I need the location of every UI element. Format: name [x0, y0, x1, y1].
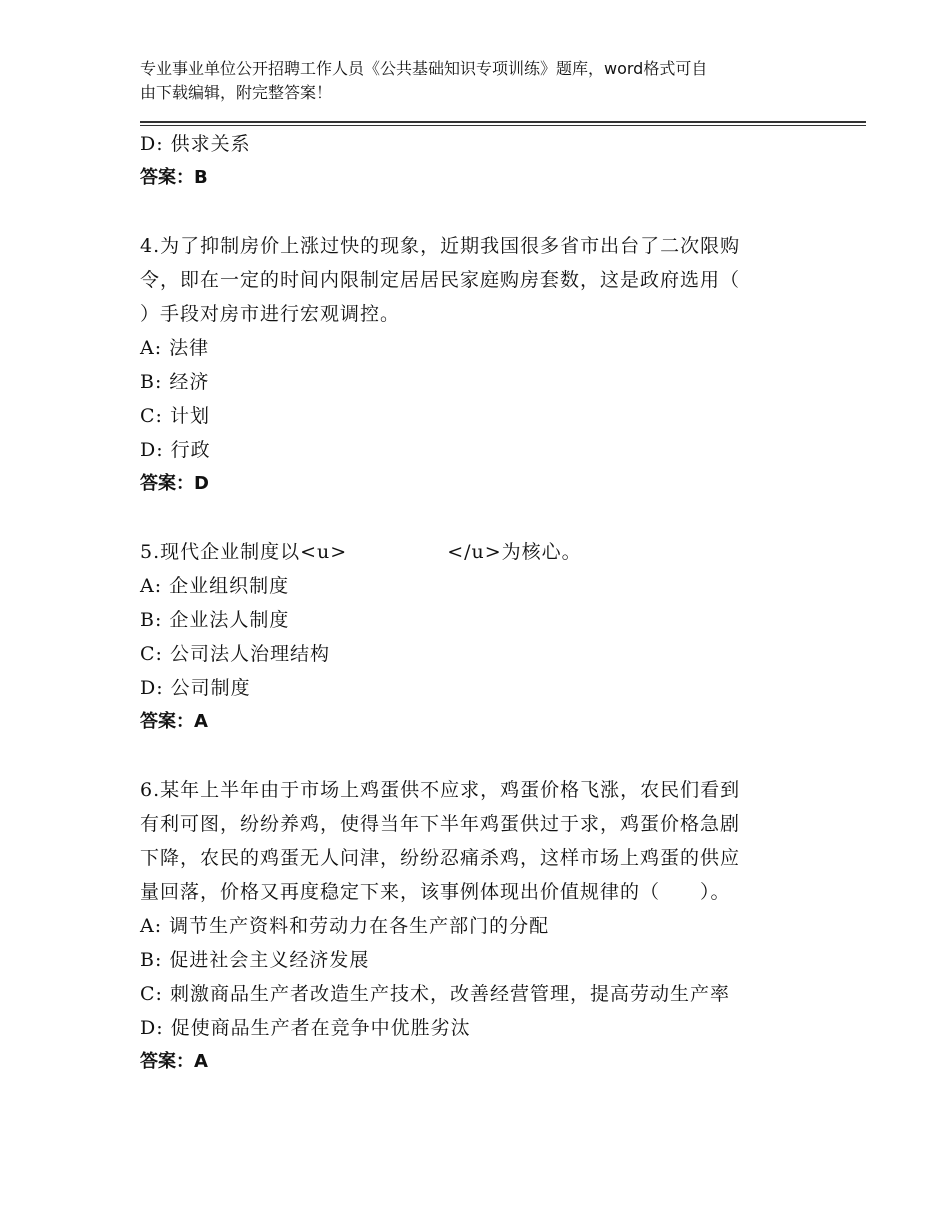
- answer-line: 答案：B: [140, 167, 208, 188]
- option-a: A: 调节生产资料和劳动力在各生产部门的分配: [140, 915, 550, 937]
- option-d: D: 供求关系: [140, 133, 251, 155]
- option-b: B: 促进社会主义经济发展: [140, 949, 370, 971]
- question-content: [140, 127, 800, 1079]
- answer-line: 答案：D: [140, 473, 209, 494]
- question-5: [140, 535, 800, 739]
- option-b: B: 企业法人制度: [140, 609, 290, 631]
- question-stem-line: 6.某年上半年由于市场上鸡蛋供不应求，鸡蛋价格飞涨，农民们看到: [140, 779, 741, 801]
- question-4: [140, 229, 800, 501]
- page-header: [140, 57, 820, 105]
- option-c: C: 计划: [140, 405, 210, 427]
- question-stem-line: 下降，农民的鸡蛋无人问津，纷纷忍痛杀鸡，这样市场上鸡蛋的供应: [140, 847, 741, 869]
- header-line-1: 专业事业单位公开招聘工作人员《公共基础知识专项训练》题库，word格式可自: [140, 59, 708, 78]
- option-c: C: 公司法人治理结构: [140, 643, 330, 665]
- spacer: [140, 195, 800, 229]
- question-stem-line: 令，即在一定的时间内限制定居居民家庭购房套数，这是政府选用（: [140, 269, 741, 291]
- question-stem-line: ）手段对房市进行宏观调控。: [140, 303, 401, 325]
- header-divider-thin: [140, 125, 866, 126]
- question-stem-line: 4.为了抑制房价上涨过快的现象，近期我国很多省市出台了二次限购: [140, 235, 741, 257]
- option-b: B: 经济: [140, 371, 210, 393]
- header-divider-thick: [140, 121, 866, 123]
- question-6: [140, 773, 800, 1079]
- option-a: A: 企业组织制度: [140, 575, 290, 597]
- question-stem-line: 5.现代企业制度以<u> </u>为核心。: [140, 541, 582, 563]
- option-d: D: 公司制度: [140, 677, 251, 699]
- question-stem-line: 量回落，价格又再度稳定下来，该事例体现出价值规律的（ ）。: [140, 881, 731, 903]
- header-line-2: 由下载编辑，附完整答案！: [140, 83, 333, 102]
- answer-line: 答案：A: [140, 711, 208, 732]
- option-a: A: 法律: [140, 337, 210, 359]
- spacer: [140, 739, 800, 773]
- header-divider: [140, 121, 866, 126]
- option-c: C: 刺激商品生产者改造生产技术，改善经营管理，提高劳动生产率: [140, 983, 730, 1005]
- option-d: D: 促使商品生产者在竞争中优胜劣汰: [140, 1017, 471, 1039]
- spacer: [140, 501, 800, 535]
- option-d: D: 行政: [140, 439, 211, 461]
- question-3-fragment: [140, 127, 800, 195]
- question-stem-line: 有利可图，纷纷养鸡，使得当年下半年鸡蛋供过于求，鸡蛋价格急剧: [140, 813, 741, 835]
- answer-line: 答案：A: [140, 1051, 208, 1072]
